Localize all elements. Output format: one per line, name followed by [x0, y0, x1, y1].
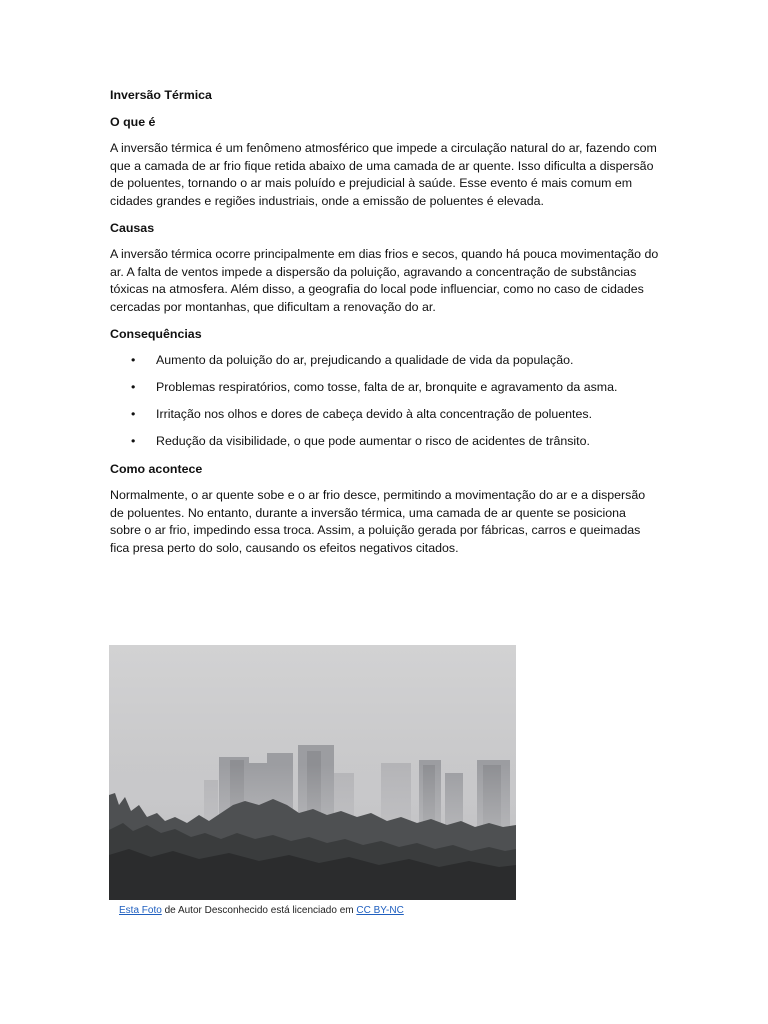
list-item	[110, 406, 660, 424]
document-title: Inversão Térmica	[110, 88, 212, 102]
paragraph-how-it-happens: Normalmente, o ar quente sobe e o ar frio desce, permitindo a movimentação do ar e a dispersão de poluentes. No entanto, durante a inversão térmica, uma camada de ar quente se posiciona sobre o ar frio, impedindo essa troca. Assim, a poluição gerada por fábricas, carros e queimadas fica presa perto do solo, causando os efeitos negativos citados.	[110, 488, 646, 555]
consequences-list	[110, 352, 660, 451]
caption-text: de Autor Desconhecido está licenciado em	[161, 905, 357, 916]
bullet-icon: •	[131, 434, 136, 449]
paragraph-what-is: A inversão térmica é um fenômeno atmosférico que impede a circulação natural do ar, fazendo com que a camada de ar frio fique retida abaixo de uma camada de ar quente. Isso dificulta a dispersão de poluentes, tornando o ar mais poluído e prejudicial à saúde. Esse evento é mais comum em cidades grandes e regiões industriais, onde a emissão de poluentes é elevada.	[110, 141, 657, 208]
license-link[interactable]: CC BY-NC	[356, 905, 404, 916]
smog-city-photo	[109, 645, 516, 900]
photo-source-link[interactable]: Esta Foto	[119, 905, 162, 916]
list-item-text: Redução da visibilidade, o que pode aumentar o risco de acidentes de trânsito.	[156, 434, 590, 449]
list-item-text: Problemas respiratórios, como tosse, falta de ar, bronquite e agravamento da asma.	[156, 380, 618, 395]
heading-consequences: Consequências	[110, 326, 202, 341]
list-item	[110, 352, 660, 370]
paragraph-causes: A inversão térmica ocorre principalmente em dias frios e secos, quando há pouca movimentação do ar. A falta de ventos impede a dispersão da poluição, agravando a concentração de substâncias tóxicas na atmosfera. Além disso, a geografia do local pode influenciar, como no caso de cidades cercadas por montanhas, que dificultam a renovação do ar.	[110, 247, 659, 314]
bullet-icon: •	[131, 407, 136, 422]
heading-causes: Causas	[110, 220, 155, 235]
list-item	[110, 433, 660, 451]
bullet-icon: •	[131, 353, 136, 368]
list-item-text: Irritação nos olhos e dores de cabeça devido à alta concentração de poluentes.	[156, 407, 593, 422]
document-body	[110, 87, 660, 566]
heading-what-is: O que é	[110, 114, 156, 129]
list-item	[110, 379, 660, 397]
list-item-text: Aumento da poluição do ar, prejudicando a qualidade de vida da população.	[156, 353, 574, 368]
bullet-icon: •	[131, 380, 136, 395]
heading-how-it-happens: Como acontece	[110, 461, 203, 476]
photo-caption	[119, 904, 404, 917]
